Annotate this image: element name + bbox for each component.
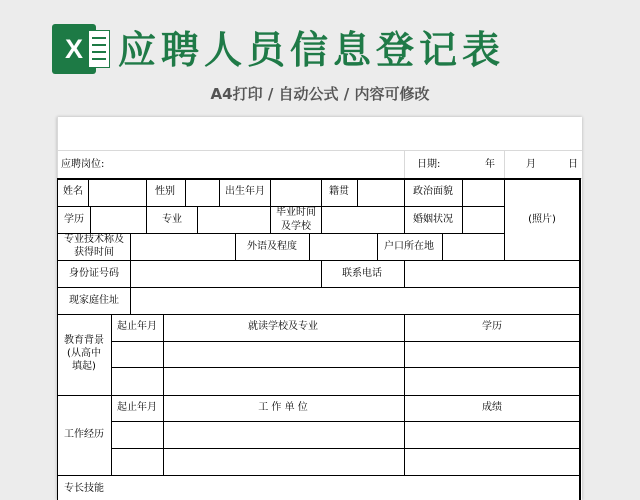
hukou-label: 户口所在地	[384, 241, 434, 252]
table-border	[57, 475, 580, 476]
table-border	[197, 206, 198, 233]
performance-header: 成绩	[482, 402, 502, 413]
edu-period-header: 起止年月	[117, 321, 157, 332]
table-border	[321, 178, 322, 206]
form-title	[0, 104, 320, 130]
school-major-header: 就读学校及专业	[248, 321, 318, 332]
address-label: 现家庭住址	[69, 295, 119, 306]
native-place-label: 籍贯	[329, 186, 349, 197]
work-experience-label: 工作经历	[64, 429, 104, 440]
table-border	[185, 178, 186, 206]
photo-label: (照片)	[528, 214, 556, 225]
edu-background-label-1: 教育背景	[64, 335, 104, 346]
table-border	[270, 178, 271, 206]
edu-background-label-2: (从高中	[67, 348, 101, 359]
table-border	[111, 341, 580, 342]
table-border	[111, 367, 580, 368]
table-border	[57, 178, 580, 180]
gender-label: 性别	[155, 186, 175, 197]
work-period-header: 起止年月	[117, 402, 157, 413]
table-border	[321, 260, 322, 287]
skills-label: 专长技能	[64, 483, 104, 494]
table-border	[130, 260, 131, 314]
political-status-label: 政治面貌	[413, 186, 453, 197]
work-unit-header: 工 作 单 位	[258, 402, 308, 413]
name-label: 姓名	[63, 186, 83, 197]
marital-status-label: 婚姻状况	[413, 214, 453, 225]
table-border	[462, 178, 463, 233]
edu-background-label-3: 填起)	[72, 361, 96, 372]
title-cert-label-1: 专业技术称及	[64, 234, 124, 245]
table-border	[57, 233, 504, 234]
table-border	[321, 206, 322, 233]
date-label: 日期:	[417, 159, 441, 170]
table-border	[377, 233, 378, 260]
year-label: 年	[485, 159, 495, 170]
table-border	[57, 395, 580, 396]
birth-label: 出生年月	[225, 186, 265, 197]
page-subtitle: A4打印 / 自动公式 / 内容可修改	[210, 85, 430, 103]
table-border	[90, 206, 91, 233]
table-border	[219, 178, 220, 206]
table-border	[57, 260, 580, 261]
table-border	[357, 178, 358, 206]
table-border	[504, 178, 505, 260]
degree-header: 学历	[482, 321, 502, 332]
table-border	[130, 233, 131, 260]
title-cert-label-2: 获得时间	[74, 247, 114, 258]
table-border	[57, 178, 58, 500]
table-border	[111, 314, 112, 475]
excel-x-icon: X	[64, 34, 83, 64]
grid-line	[504, 150, 505, 178]
page-title: 应聘人员信息登记表	[118, 28, 506, 72]
language-label: 外语及程度	[247, 241, 297, 252]
table-border	[111, 448, 580, 449]
education-label: 学历	[64, 214, 84, 225]
table-border	[442, 233, 443, 260]
table-border	[404, 314, 405, 475]
table-border	[111, 421, 580, 422]
month-label: 月	[526, 159, 536, 170]
table-border	[146, 206, 147, 233]
grid-line	[404, 150, 405, 178]
phone-label: 联系电话	[342, 268, 382, 279]
major-label: 专业	[162, 214, 182, 225]
table-border	[309, 233, 310, 260]
day-label: 日	[568, 159, 578, 170]
table-border	[163, 314, 164, 475]
table-border	[146, 178, 147, 206]
table-border	[57, 287, 580, 288]
position-label: 应聘岗位:	[61, 159, 105, 170]
table-border	[57, 314, 580, 315]
table-border	[88, 178, 89, 206]
table-border	[579, 178, 581, 500]
table-border	[235, 233, 236, 260]
graduation-label-2: 及学校	[281, 221, 311, 232]
form-sheet	[57, 117, 582, 500]
table-border	[270, 206, 271, 233]
graduation-label-1: 毕业时间	[276, 207, 316, 218]
id-number-label: 身份证号码	[69, 268, 119, 279]
table-border	[404, 260, 405, 287]
table-border	[404, 178, 405, 233]
